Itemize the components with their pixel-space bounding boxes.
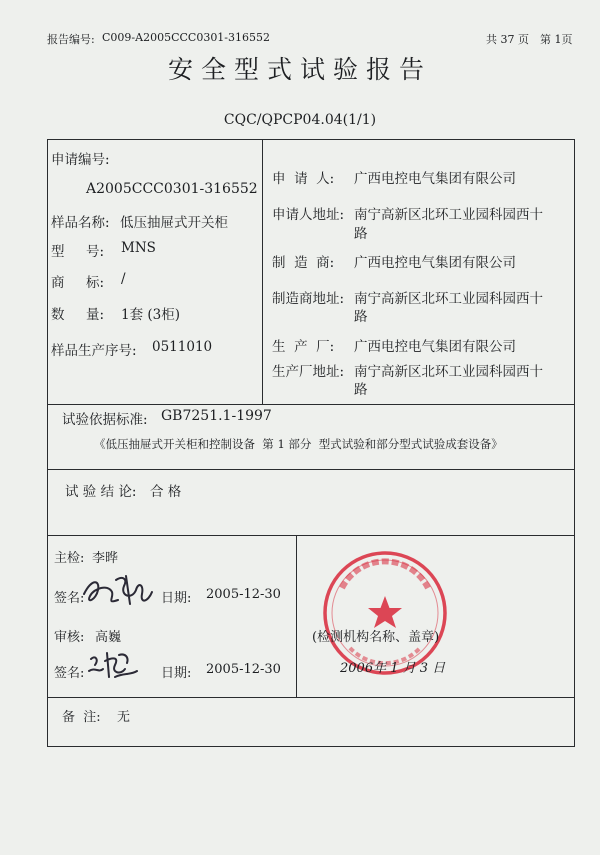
reviewer-name: 高巍 — [95, 630, 122, 645]
model-label: 型 号: — [51, 244, 105, 260]
column-divider — [262, 139, 263, 404]
sign-date-2: 2005-12-30 — [206, 662, 281, 677]
sign-date-1: 2005-12-30 — [206, 587, 281, 602]
date-label: 日期: — [161, 666, 192, 681]
application-number-label: 申请编号: — [51, 152, 110, 168]
seal-date: 2006年 1 月 3 日 — [340, 661, 446, 676]
reviewer-label: 审核: — [54, 630, 85, 645]
examiner-label: 主检: — [54, 551, 85, 566]
sample-name: 低压抽屉式开关柜 — [120, 215, 228, 231]
seal-caption: (检测机构名称、盖章) — [312, 630, 440, 645]
standard-title: 《低压抽屉式开关柜和控制设备 第 1 部分 型式试验和部分型式试验成套设备》 — [94, 437, 503, 451]
applicant-address-label: 申请人地址: — [272, 207, 345, 223]
brand: / — [121, 271, 126, 287]
total-pages: 共 37 页 — [486, 33, 529, 46]
report-number: C009-A2005CCC0301-316552 — [102, 31, 271, 44]
test-basis-label: 试验依据标准: — [62, 412, 148, 428]
report-number-label: 报告编号: — [47, 33, 95, 46]
conclusion-value: 合 格 — [150, 484, 182, 500]
row-divider — [47, 469, 575, 470]
serial: 0511010 — [152, 339, 213, 355]
factory-address-line-1: 南宁高新区北环工业园科园西十 — [354, 364, 543, 380]
manufacturer-address-label: 制造商地址: — [272, 291, 345, 307]
brand-label: 商 标: — [51, 275, 105, 291]
document-code: CQC/QPCP04.04(1/1) — [223, 112, 377, 128]
test-standard: GB7251.1-1997 — [161, 408, 272, 424]
remarks-value: 无 — [117, 710, 131, 725]
quantity-label: 数 量: — [51, 307, 105, 323]
conclusion-label: 试 验 结 论: — [65, 484, 137, 500]
quantity: 1套 (3柜) — [121, 307, 181, 323]
factory-address-label: 生产厂地址: — [272, 364, 345, 380]
date-label: 日期: — [161, 591, 192, 606]
serial-label: 样品生产序号: — [51, 343, 137, 359]
application-number: A2005CCC0301-316552 — [86, 181, 258, 197]
applicant-address-line-1: 南宁高新区北环工业园科园西十 — [354, 207, 543, 223]
model: MNS — [121, 240, 156, 256]
signoff-divider — [296, 535, 297, 697]
manufacturer-label: 制 造 商: — [272, 255, 335, 271]
reviewer-signature — [85, 645, 145, 683]
report-title: 安全型式试验报告 — [167, 55, 432, 84]
factory: 广西电控电气集团有限公司 — [354, 339, 516, 355]
row-divider — [47, 404, 575, 405]
signature-label: 签名: — [54, 591, 85, 606]
examiner-signature — [78, 570, 158, 610]
manufacturer-address-line-2: 路 — [354, 309, 368, 325]
manufacturer-address-line-1: 南宁高新区北环工业园科园西十 — [354, 291, 543, 307]
page-number: 第 1页 — [540, 33, 573, 46]
factory-label: 生 产 厂: — [272, 339, 335, 355]
sample-name-label: 样品名称: — [51, 215, 110, 231]
remarks-label: 备 注: — [62, 710, 101, 725]
examiner-name: 李晔 — [92, 551, 119, 566]
signature-label: 签名: — [54, 666, 85, 681]
factory-address-line-2: 路 — [354, 382, 368, 398]
applicant-address-line-2: 路 — [354, 226, 368, 242]
row-divider — [47, 535, 575, 536]
manufacturer: 广西电控电气集团有限公司 — [354, 255, 516, 271]
row-divider — [47, 697, 575, 698]
applicant-label: 申 请 人: — [272, 171, 335, 187]
applicant: 广西电控电气集团有限公司 — [354, 171, 516, 187]
